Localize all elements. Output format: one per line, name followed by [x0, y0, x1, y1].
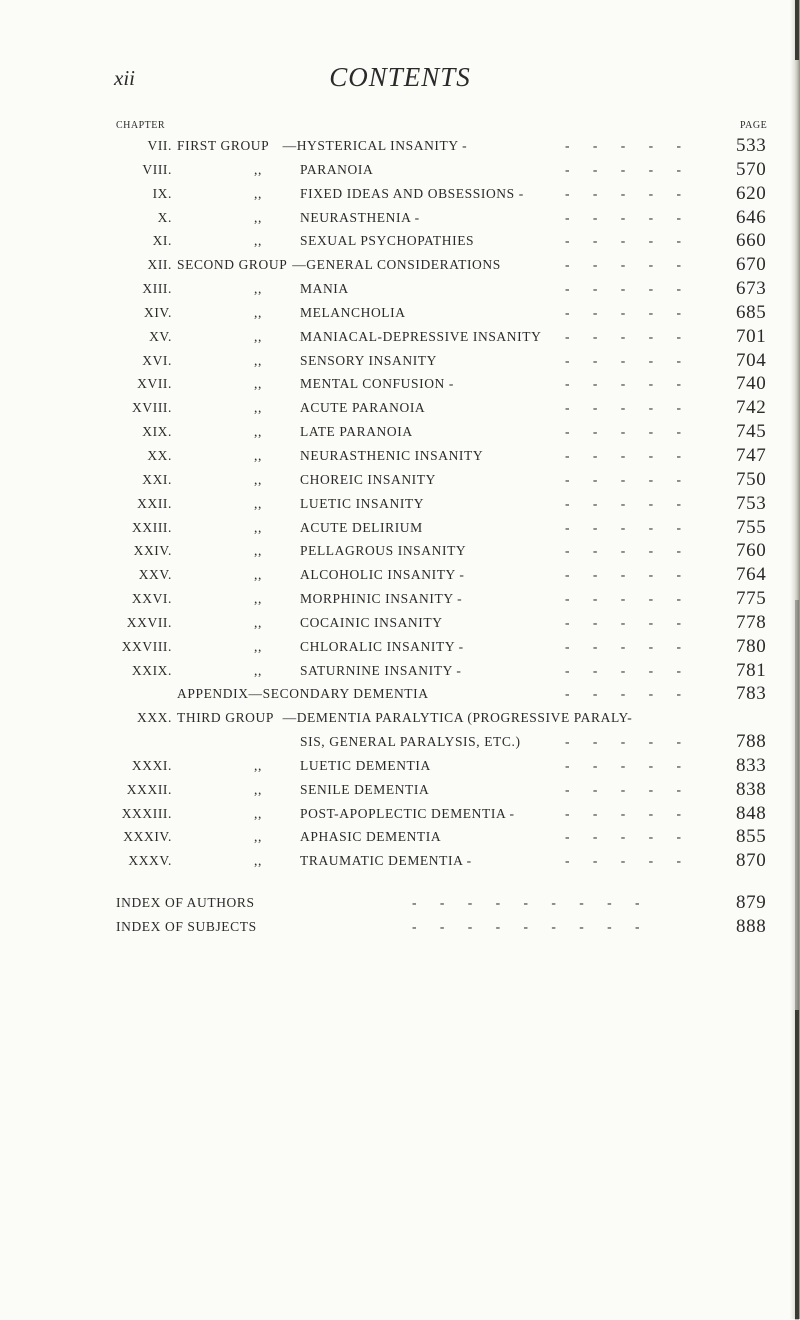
page-number: 673: [736, 278, 767, 300]
toc-entry: [0, 637, 800, 661]
ditto-mark: ,,: [254, 805, 262, 821]
chapter-number: XXXIV.: [123, 829, 172, 845]
toc-entry: [0, 708, 800, 732]
chapter-title: ALCOHOLIC INSANITY -: [300, 567, 465, 583]
toc-entry: [0, 327, 800, 351]
toc-entry: [0, 374, 800, 398]
page-number: 745: [736, 421, 767, 443]
leader-dots: - - - - -: [565, 853, 691, 869]
page-number: 742: [736, 397, 767, 419]
chapter-number: XXXI.: [131, 757, 172, 773]
chapter-number: XXV.: [138, 567, 172, 583]
leader-dots: - - - - -: [565, 376, 691, 392]
ditto-mark: ,,: [254, 424, 262, 440]
leader-dots: - - - - -: [565, 757, 691, 773]
chapter-title: COCAINIC INSANITY: [300, 614, 443, 630]
chapter-title-continuation: SIS, GENERAL PARALYSIS, ETC.): [300, 734, 521, 750]
chapter-title: APHASIC DEMENTIA: [300, 829, 442, 845]
group-label: FIRST GROUP: [177, 138, 270, 153]
ditto-mark: ,,: [254, 662, 262, 678]
column-headers: [0, 120, 800, 136]
leader-dots: - - - - -: [565, 281, 691, 297]
chapter-title: CHOREIC INSANITY: [300, 471, 436, 487]
leader-dots: - - - - -: [565, 352, 691, 368]
page-number: 888: [736, 916, 767, 937]
ditto-mark: ,,: [254, 591, 262, 607]
chapter-title: LATE PARANOIA: [300, 424, 413, 440]
toc-entry: [0, 255, 800, 279]
page-number: 533: [736, 135, 767, 156]
toc-entry: [0, 732, 800, 756]
group-label: THIRD GROUP: [177, 710, 274, 726]
toc-entry: [0, 756, 800, 780]
leader-dots: - - - - -: [565, 614, 691, 630]
page-number: 570: [736, 158, 767, 180]
chapter-number: XV.: [149, 328, 172, 344]
chapter-number: XX.: [147, 447, 172, 463]
page-number: 838: [736, 778, 767, 800]
page-number: 855: [736, 826, 767, 848]
toc-entry: [0, 231, 800, 255]
page-number: 780: [736, 635, 767, 657]
index-title: INDEX OF SUBJECTS: [116, 919, 257, 934]
chapter-number: XXIV.: [133, 543, 172, 559]
index-entry: [0, 893, 800, 917]
toc-entry: [0, 518, 800, 542]
toc-entry: [0, 160, 800, 184]
leader-dots: - - - - -: [565, 662, 691, 678]
leader-dots: - - - - -: [565, 567, 691, 583]
chapter-title: MENTAL CONFUSION -: [300, 376, 454, 392]
chapter-number: IX.: [152, 185, 172, 201]
toc-entry: [0, 422, 800, 446]
leader-dots: - - - - -: [565, 543, 691, 559]
chapter-number: XXVII.: [126, 614, 172, 630]
ditto-mark: ,,: [254, 281, 262, 297]
page-number: 870: [736, 850, 767, 872]
leader-dots: - - - - -: [565, 257, 691, 273]
toc-entry: [0, 494, 800, 518]
chapter-title: SENILE DEMENTIA: [300, 781, 430, 797]
leader-dots: - - - - -: [565, 161, 691, 177]
chapter-number: XXX.: [136, 710, 172, 726]
page-column-header: PAGE: [740, 120, 768, 131]
chapter-title: FIXED IDEAS AND OBSESSIONS -: [300, 185, 524, 201]
chapter-title: LUETIC DEMENTIA: [300, 757, 431, 773]
toc-entry: [0, 208, 800, 232]
ditto-mark: ,,: [254, 161, 262, 177]
toc-entry: [0, 446, 800, 470]
leader-dots: - - - - -: [565, 519, 691, 535]
leader-dots: - - - - -: [565, 304, 691, 320]
chapter-number: XI.: [152, 233, 172, 249]
toc-entry: [0, 565, 800, 589]
page-number: xii: [114, 66, 135, 90]
ditto-mark: ,,: [254, 829, 262, 845]
leader-dots: - - - - -: [565, 686, 691, 702]
leader-dots: - - - - -: [565, 447, 691, 463]
leader-dots: - - - - -: [565, 424, 691, 440]
leader-dots: - - - - -: [565, 209, 691, 225]
chapter-number: VII.: [147, 138, 172, 153]
page-number: 646: [736, 206, 767, 228]
page-number: 833: [736, 754, 767, 776]
ditto-mark: ,,: [254, 209, 262, 225]
chapter-title: —DEMENTIA PARALYTICA (PROGRESSIVE PARALY-: [282, 710, 633, 726]
appendix-title: APPENDIX—SECONDARY DEMENTIA: [177, 686, 429, 702]
ditto-mark: ,,: [254, 233, 262, 249]
page-number: 740: [736, 373, 767, 395]
page-title: CONTENTS: [329, 62, 471, 92]
leader-dots: - - - - -: [565, 185, 691, 201]
leader-dots: - - - - - - - - -: [412, 919, 650, 934]
ditto-mark: ,,: [254, 757, 262, 773]
toc-entry: [0, 827, 800, 851]
chapter-title: —HYSTERICAL INSANITY -: [282, 138, 468, 153]
leader-dots: - - - - -: [565, 495, 691, 511]
chapter-title: SENSORY INSANITY: [300, 352, 437, 368]
chapter-number: XXIII.: [132, 519, 172, 535]
page-number: 848: [736, 802, 767, 824]
ditto-mark: ,,: [254, 543, 262, 559]
page-number: 620: [736, 182, 767, 204]
chapter-title: PELLAGROUS INSANITY: [300, 543, 467, 559]
chapter-title: CHLORALIC INSANITY -: [300, 638, 464, 654]
page-number: 781: [736, 659, 767, 681]
toc-entry: [0, 351, 800, 375]
chapter-title: SATURNINE INSANITY -: [300, 662, 462, 678]
chapter-number: XXI.: [142, 471, 172, 487]
page-number: 704: [736, 349, 767, 371]
chapter-number: XVI.: [142, 352, 172, 368]
ditto-mark: ,,: [254, 185, 262, 201]
ditto-mark: ,,: [254, 376, 262, 392]
chapter-title: ACUTE PARANOIA: [300, 400, 426, 416]
chapter-number: XIII.: [142, 281, 172, 297]
page-number: 747: [736, 444, 767, 466]
toc-entry: [0, 398, 800, 422]
ditto-mark: ,,: [254, 352, 262, 368]
chapter-title: TRAUMATIC DEMENTIA -: [300, 853, 472, 869]
ditto-mark: ,,: [254, 853, 262, 869]
chapter-number: XXVI.: [131, 591, 172, 607]
page-number: 879: [736, 892, 767, 914]
page-edge: [790, 0, 800, 1319]
chapter-column-header: CHAPTER: [116, 120, 166, 131]
chapter-title: —GENERAL CONSIDERATIONS: [292, 257, 501, 273]
page-number: 783: [736, 683, 767, 705]
leader-dots: - - - - -: [565, 805, 691, 821]
leader-dots: - - - - -: [565, 638, 691, 654]
chapter-title: NEURASTHENIC INSANITY: [300, 447, 484, 463]
toc-entry: [0, 613, 800, 637]
chapter-title: MELANCHOLIA: [300, 304, 406, 320]
chapter-number: XVIII.: [132, 400, 172, 416]
page-number: 764: [736, 564, 767, 586]
ditto-mark: ,,: [254, 781, 262, 797]
toc-entry: [0, 541, 800, 565]
toc-entry: [0, 589, 800, 613]
toc-entry: [0, 661, 800, 685]
chapter-number: XIX.: [142, 424, 172, 440]
leader-dots: - - - - -: [565, 138, 691, 153]
chapter-number: XXXV.: [128, 853, 172, 869]
index-title: INDEX OF AUTHORS: [116, 895, 255, 911]
page-number: 788: [736, 731, 767, 753]
toc-entry: [0, 851, 800, 875]
toc-entry: [0, 136, 800, 160]
chapter-title: MANIA: [300, 281, 349, 297]
chapter-number: XXIX.: [131, 662, 172, 678]
toc-entry: [0, 470, 800, 494]
page-number: 750: [736, 468, 767, 490]
chapter-title: PARANOIA: [300, 161, 374, 177]
page-number: 755: [736, 516, 767, 538]
leader-dots: - - - - - - - - -: [412, 895, 650, 911]
group-label: SECOND GROUP: [177, 257, 288, 273]
chapter-number: XXII.: [137, 495, 172, 511]
page-number: 753: [736, 492, 767, 514]
page-number: 701: [736, 325, 767, 347]
page-number: 775: [736, 588, 767, 610]
chapter-number: XXXIII.: [121, 805, 172, 821]
chapter-number: VIII.: [142, 161, 172, 177]
chapter-number: XXVIII.: [121, 638, 172, 654]
page-number: 670: [736, 254, 767, 276]
page-number: 660: [736, 230, 767, 252]
leader-dots: - - - - -: [565, 591, 691, 607]
chapter-number: X.: [157, 209, 172, 225]
leader-dots: - - - - -: [565, 233, 691, 249]
chapter-number: XII.: [147, 257, 172, 273]
toc-entry: [0, 684, 800, 708]
page-number: 685: [736, 301, 767, 323]
ditto-mark: ,,: [254, 614, 262, 630]
chapter-title: ACUTE DELIRIUM: [300, 519, 423, 535]
chapter-title: MANIACAL-DEPRESSIVE INSANITY: [300, 328, 542, 344]
chapter-number: XVII.: [137, 376, 172, 392]
chapter-title: NEURASTHENIA -: [300, 209, 420, 225]
toc-entry: [0, 184, 800, 208]
leader-dots: - - - - -: [565, 400, 691, 416]
ditto-mark: ,,: [254, 447, 262, 463]
ditto-mark: ,,: [254, 304, 262, 320]
leader-dots: - - - - -: [565, 781, 691, 797]
ditto-mark: ,,: [254, 400, 262, 416]
page-header: [0, 62, 800, 102]
ditto-mark: ,,: [254, 638, 262, 654]
chapter-title: LUETIC INSANITY: [300, 495, 425, 511]
ditto-mark: ,,: [254, 328, 262, 344]
leader-dots: - - - - -: [565, 734, 691, 750]
chapter-title: MORPHINIC INSANITY -: [300, 591, 463, 607]
table-of-contents: [0, 136, 800, 941]
page-number: 760: [736, 540, 767, 562]
toc-entry: [0, 780, 800, 804]
ditto-mark: ,,: [254, 471, 262, 487]
ditto-mark: ,,: [254, 567, 262, 583]
chapter-number: XIV.: [143, 304, 172, 320]
page-number: 778: [736, 611, 767, 633]
toc-entry: [0, 279, 800, 303]
toc-entry: [0, 804, 800, 828]
leader-dots: - - - - -: [565, 471, 691, 487]
index-entry: [0, 917, 800, 941]
leader-dots: - - - - -: [565, 328, 691, 344]
toc-entry: [0, 303, 800, 327]
chapter-title: POST-APOPLECTIC DEMENTIA -: [300, 805, 515, 821]
ditto-mark: ,,: [254, 495, 262, 511]
chapter-title: SEXUAL PSYCHOPATHIES: [300, 233, 475, 249]
chapter-number: XXXII.: [126, 781, 172, 797]
leader-dots: - - - - -: [565, 829, 691, 845]
ditto-mark: ,,: [254, 519, 262, 535]
